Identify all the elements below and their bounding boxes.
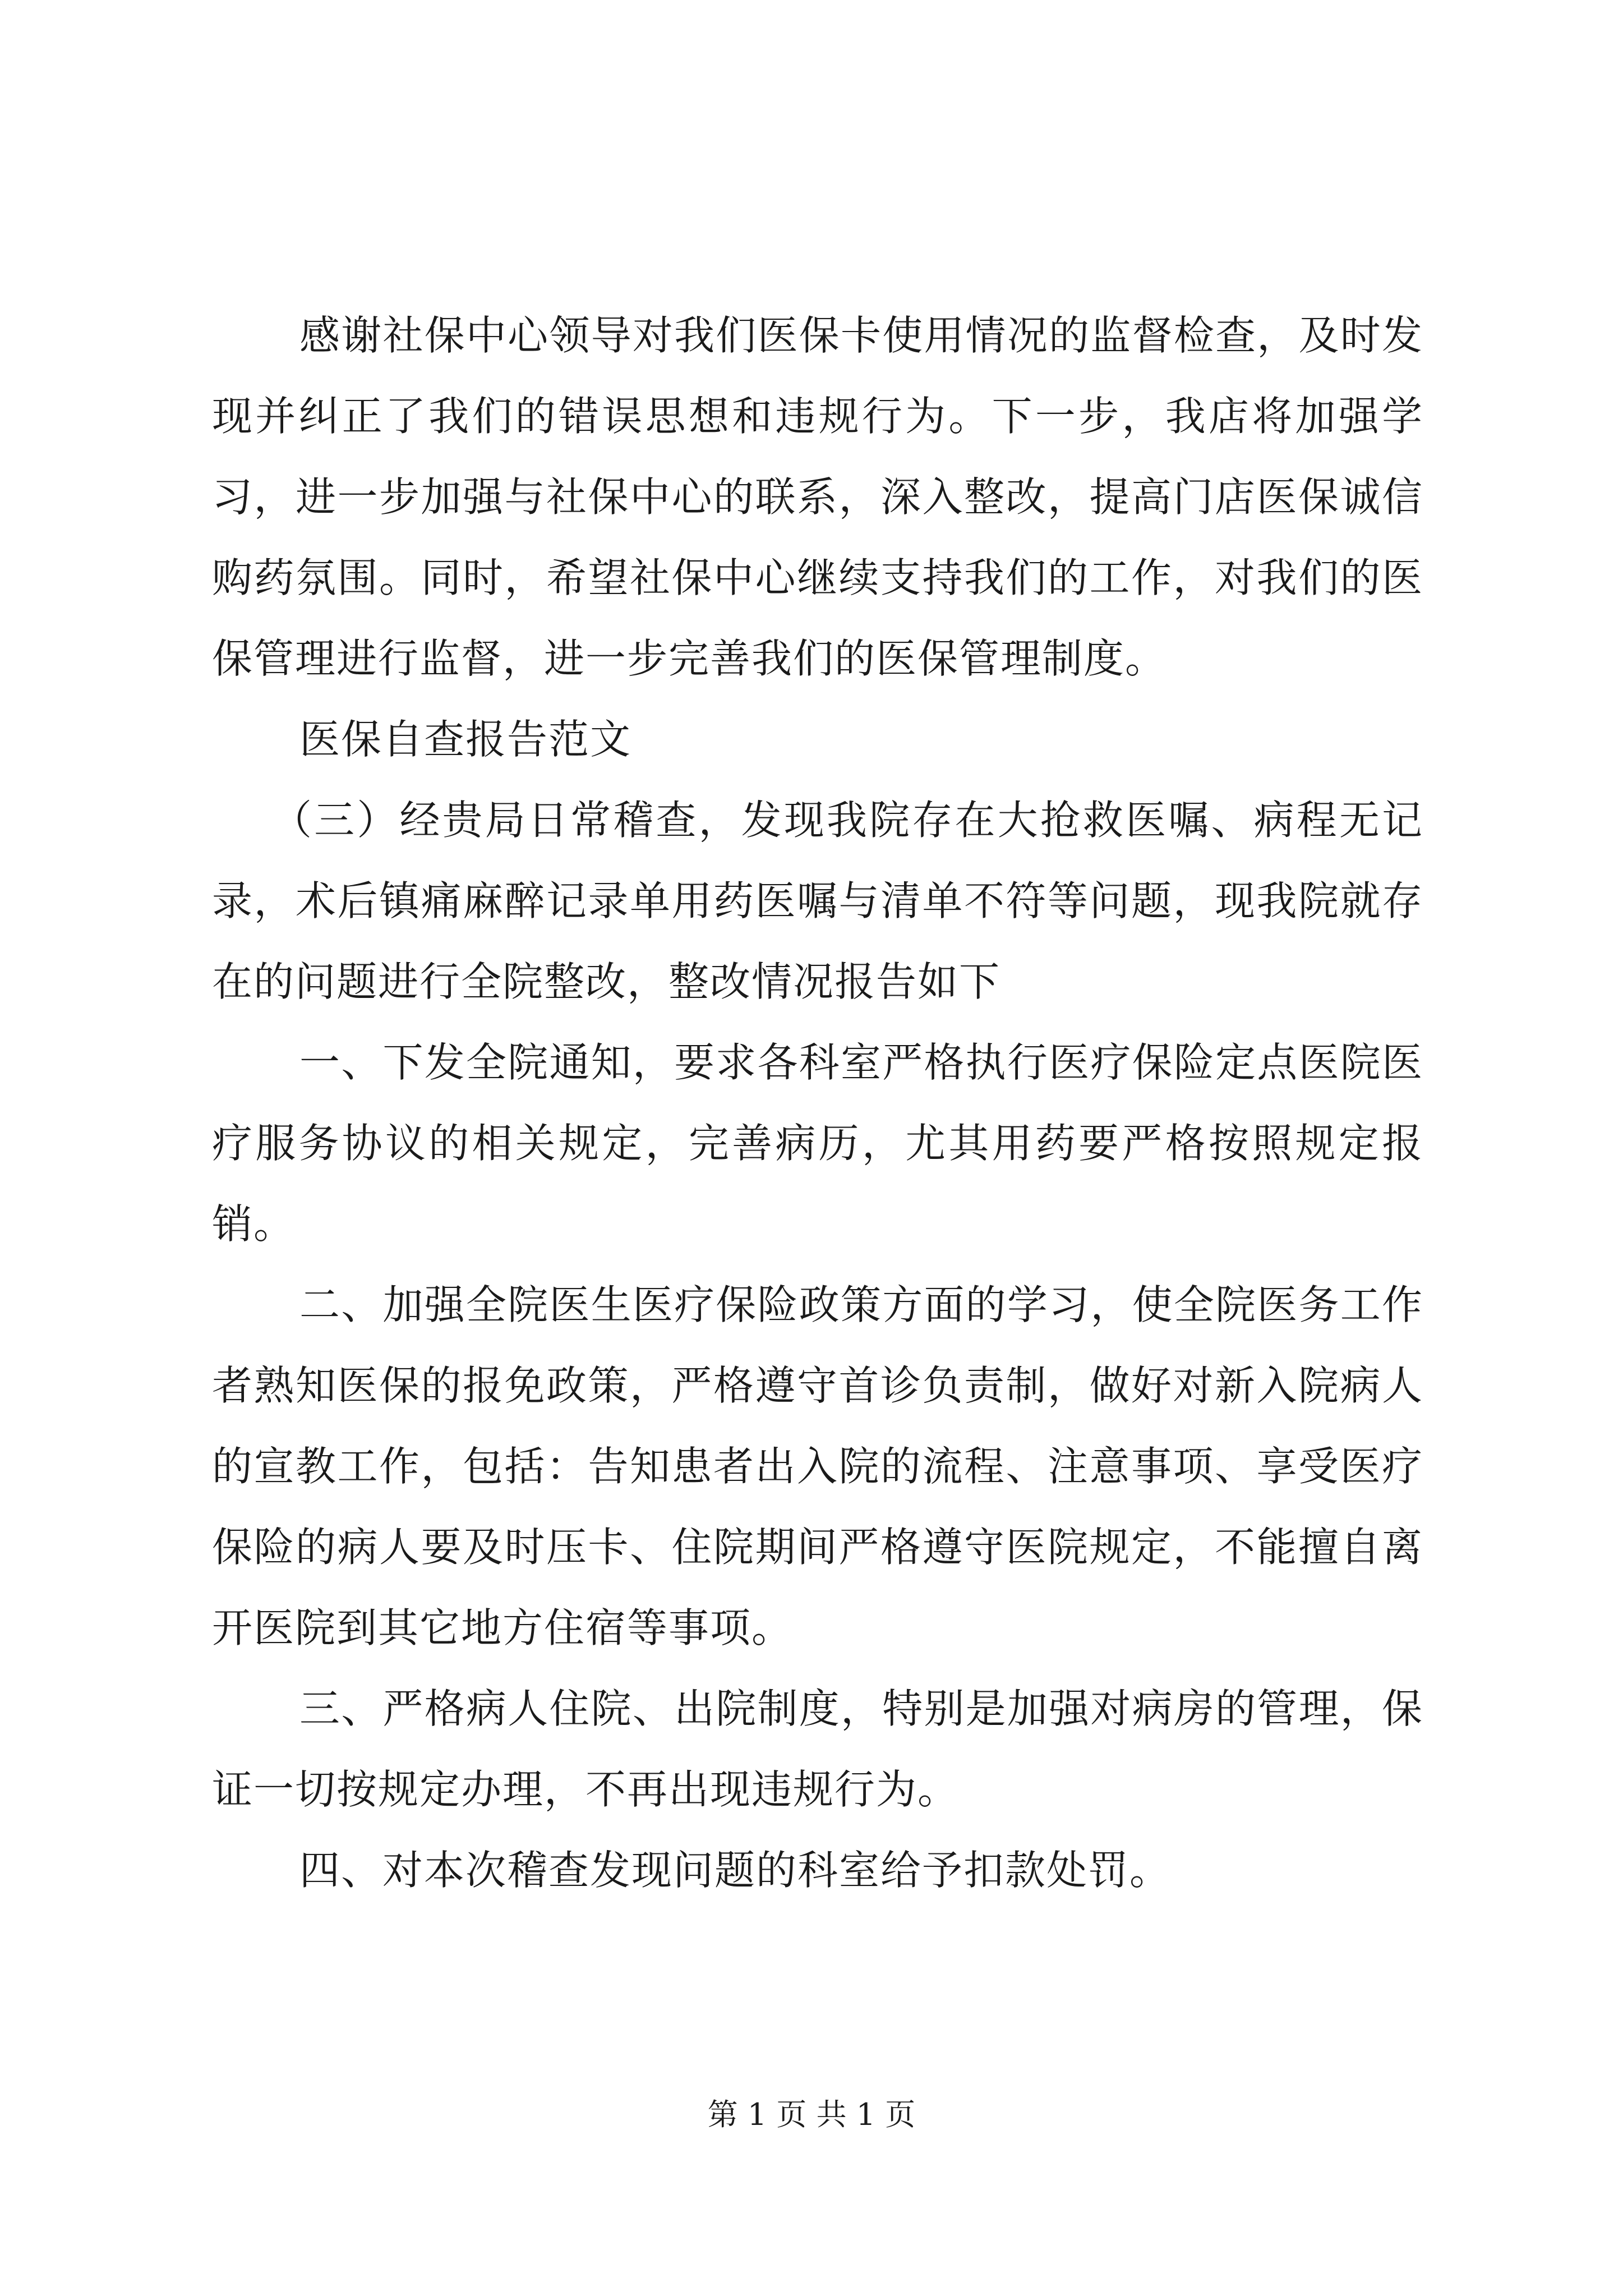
section-heading: 医保自查报告范文 [299, 716, 632, 763]
paragraph-thanks: 感谢社保中心领导对我们医保卡使用情况的监督检查，及时发现并纠正了我们的错误思想和违规行为。下一步，我店将加强学习，进一步加强与社保中心的联系，深入整改，提高门店医保诚信购药氛围。同时，希望社保中心继续支持我们的工作，对我们的医保管理进行监督，进一步完善我们的医保管理制度。 [212, 312, 1423, 682]
paragraph-item-2: 二、加强全院医生医疗保险政策方面的学习，使全院医务工作者熟知医保的报免政策，严格遵守首诊负责制，做好对新入院病人的宣教工作，包括：告知患者出入院的流程、注意事项、享受医疗保险的病人要及时压卡、住院期间严格遵守医院规定，不能擅自离开医院到其它地方住宿等事项。 [212, 1281, 1423, 1651]
paragraph-item-4: 四、对本次稽查发现问题的科室给予扣款处罚。 [299, 1847, 1172, 1894]
paragraph-item-3: 三、严格病人住院、出院制度，特别是加强对病房的管理，保证一切按规定办理，不再出现违规行为。 [212, 1685, 1423, 1813]
paragraph-item-1: 一、下发全院通知，要求各科室严格执行医疗保险定点医院医疗服务协议的相关规定，完善病历，尤其用药要严格按照规定报销。 [212, 1039, 1423, 1248]
page-number-footer: 第 1 页 共 1 页 [707, 2097, 916, 2132]
paragraph-intro: （三）经贵局日常稽查，发现我院存在大抢救医嘱、病程无记录，术后镇痛麻醉记录单用药医嘱与清单不符等问题，现我院就存在的问题进行全院整改，整改情况报告如下 [212, 797, 1423, 1005]
document-body [212, 295, 1423, 1911]
